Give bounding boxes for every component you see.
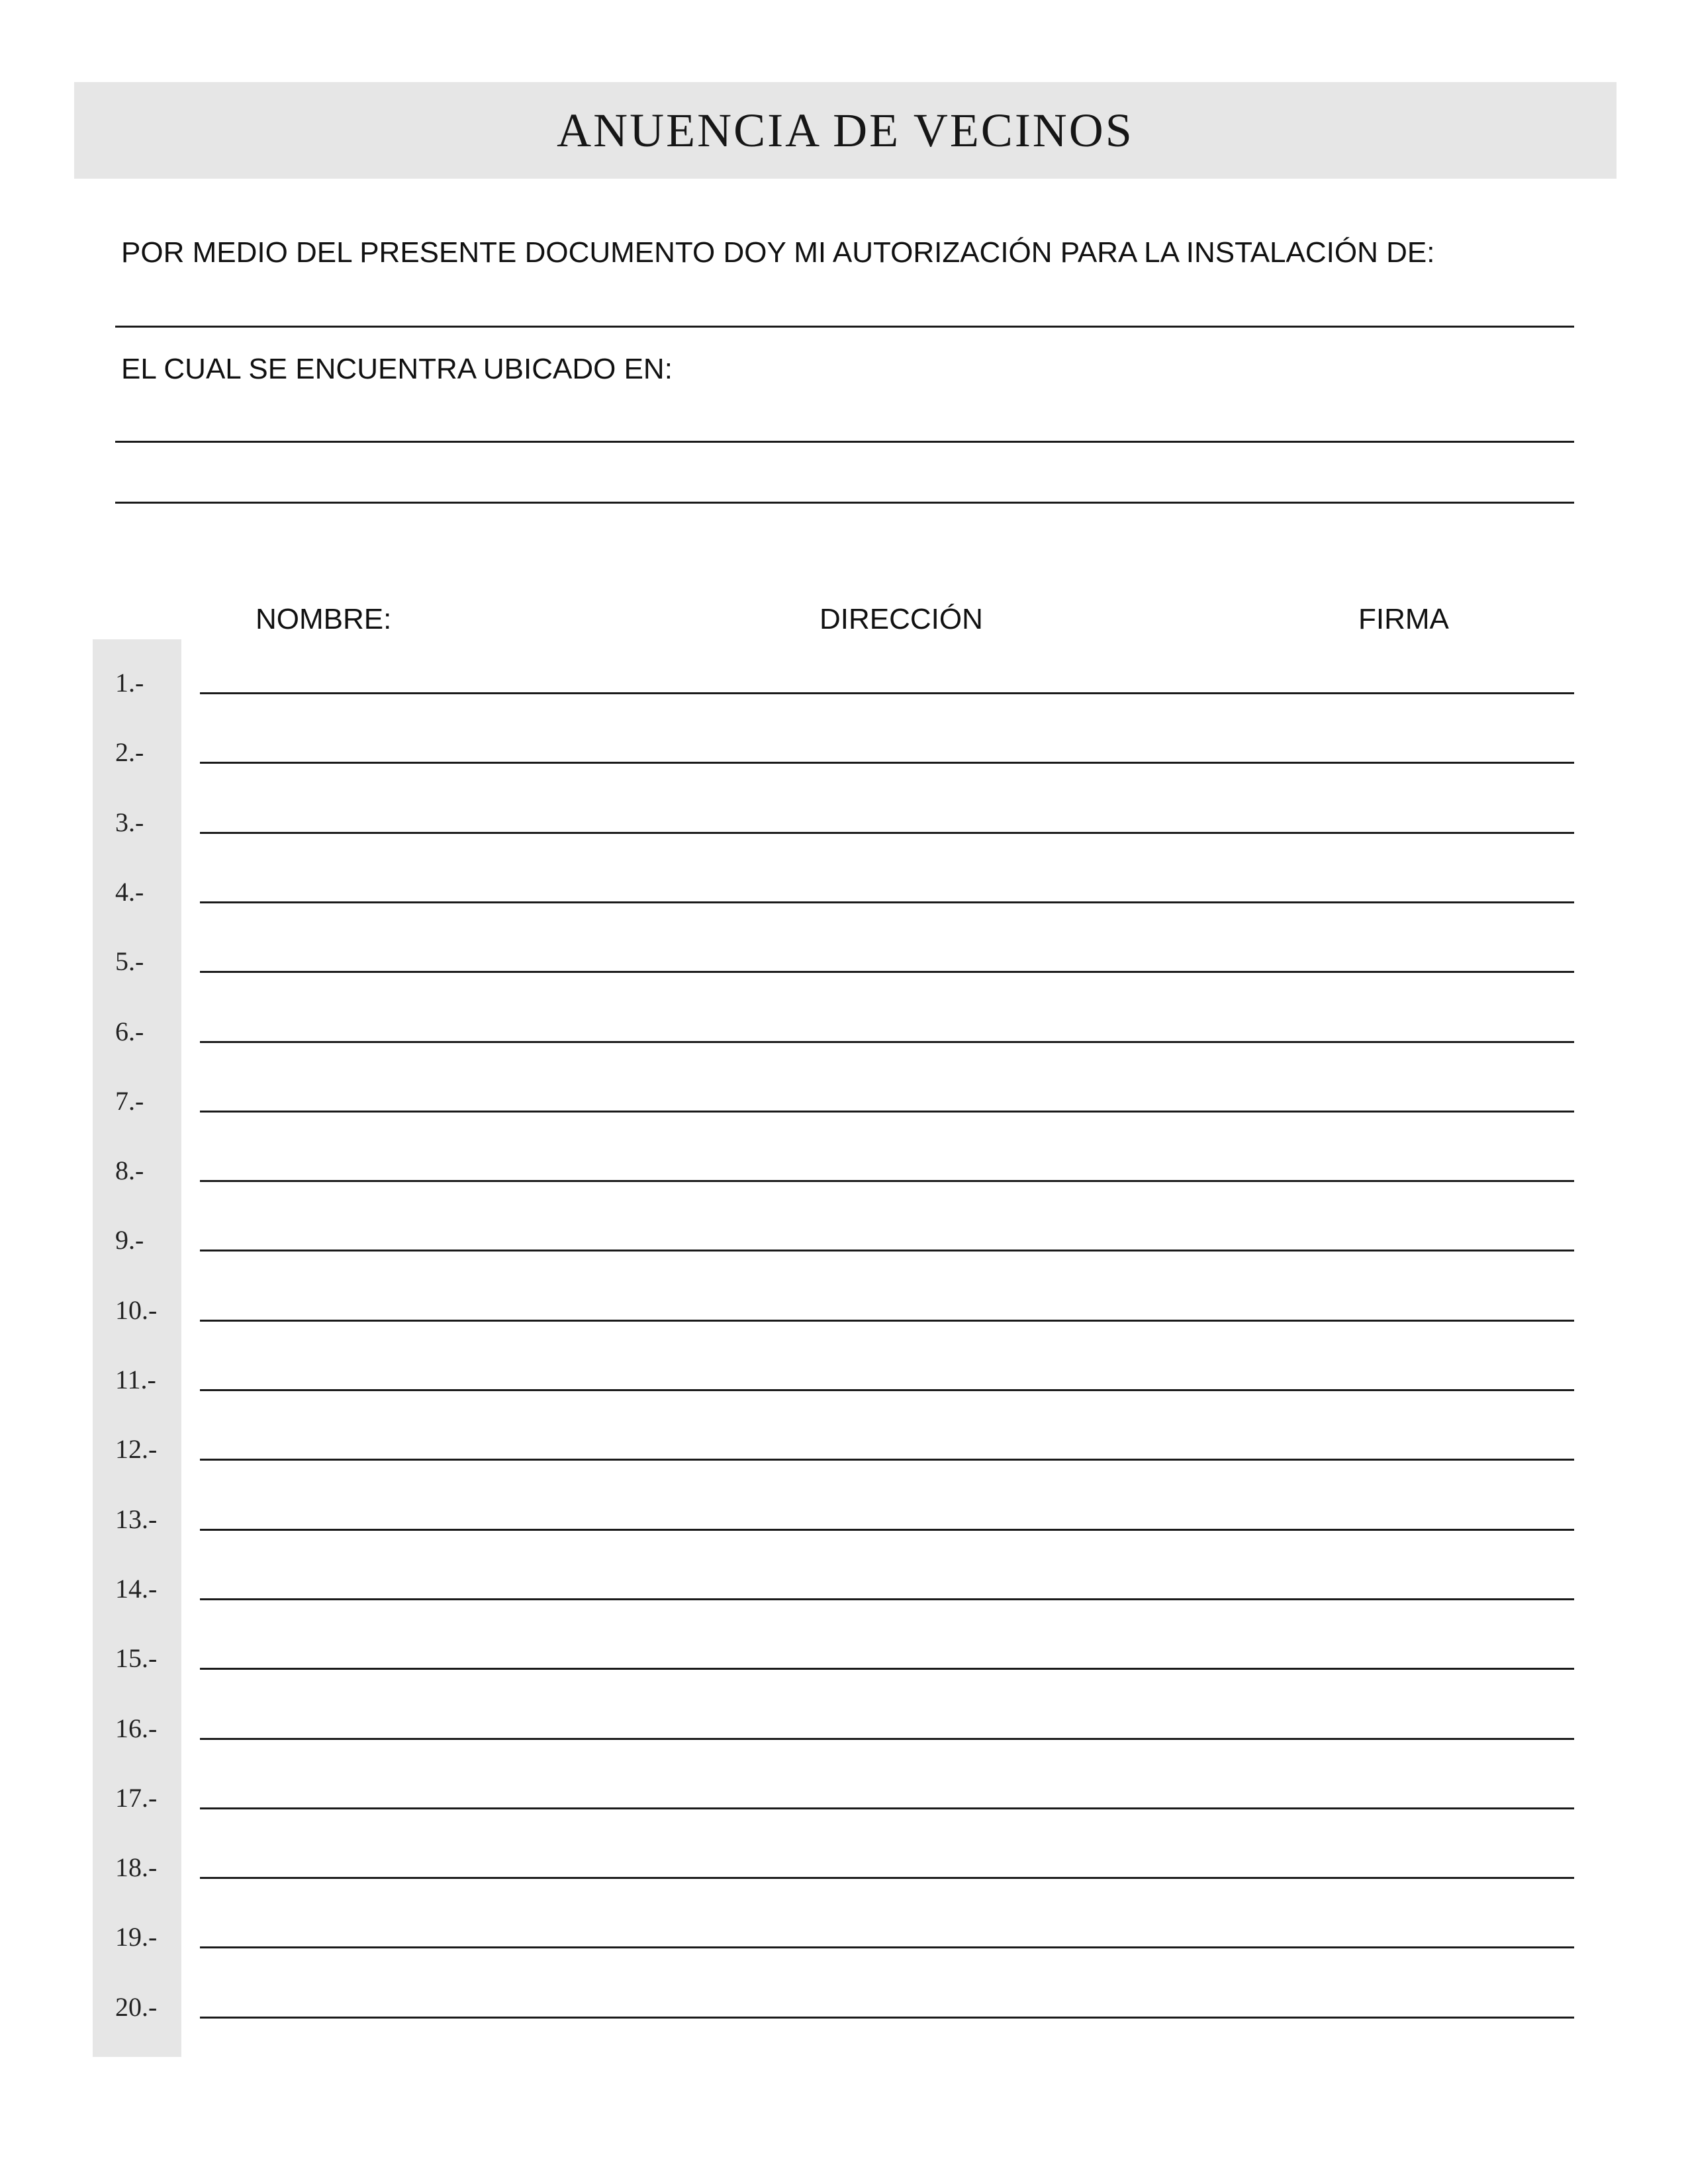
signature-entry-line[interactable] (200, 971, 1574, 973)
table-row (0, 1576, 1688, 1602)
row-number: 19.- (115, 1922, 158, 1952)
row-number: 17.- (115, 1783, 158, 1813)
signature-entry-line[interactable] (200, 1807, 1574, 1809)
title-banner (74, 82, 1617, 179)
table-row (0, 1227, 1688, 1253)
signature-entry-line[interactable] (200, 832, 1574, 834)
table-row (0, 1088, 1688, 1115)
row-number: 5.- (115, 946, 144, 976)
table-row (0, 809, 1688, 836)
signature-entry-line[interactable] (200, 1598, 1574, 1600)
signature-entry-line[interactable] (200, 692, 1574, 694)
row-number: 1.- (115, 668, 144, 698)
location-field-line-2[interactable] (115, 502, 1574, 504)
table-row (0, 1019, 1688, 1045)
signature-entry-line[interactable] (200, 1668, 1574, 1670)
table-row (0, 1367, 1688, 1393)
row-number: 12.- (115, 1434, 158, 1464)
signature-entry-line[interactable] (200, 1529, 1574, 1531)
signature-entry-line[interactable] (200, 1459, 1574, 1461)
table-row (0, 1715, 1688, 1742)
table-row (0, 1854, 1688, 1881)
row-number: 7.- (115, 1086, 144, 1116)
signature-entry-line[interactable] (200, 1041, 1574, 1043)
table-row (0, 1994, 1688, 2021)
row-number: 6.- (115, 1017, 144, 1046)
signature-entry-line[interactable] (200, 2017, 1574, 2019)
signature-entry-line[interactable] (200, 1946, 1574, 1948)
table-row (0, 1924, 1688, 1950)
row-number: 9.- (115, 1225, 144, 1255)
signature-entry-line[interactable] (200, 1250, 1574, 1251)
table-row (0, 1297, 1688, 1324)
table-row (0, 948, 1688, 975)
row-number: 8.- (115, 1156, 144, 1185)
row-number: 18.- (115, 1852, 158, 1882)
row-number: 11.- (115, 1365, 156, 1394)
signature-entry-line[interactable] (200, 762, 1574, 764)
row-number: 20.- (115, 1992, 158, 2022)
table-row (0, 1436, 1688, 1463)
row-number-band (93, 639, 181, 2057)
table-row (0, 1645, 1688, 1672)
row-number: 2.- (115, 737, 144, 767)
column-header-signature: FIRMA (1358, 603, 1449, 635)
row-number: 14.- (115, 1574, 158, 1604)
row-number: 13.- (115, 1504, 158, 1534)
row-number: 3.- (115, 807, 144, 837)
signature-entry-line[interactable] (200, 1111, 1574, 1113)
column-header-name: NOMBRE: (256, 603, 392, 635)
installation-field-line[interactable] (115, 326, 1574, 328)
signature-entry-line[interactable] (200, 1738, 1574, 1740)
row-number: 4.- (115, 877, 144, 907)
table-row (0, 1158, 1688, 1184)
signature-entry-line[interactable] (200, 1389, 1574, 1391)
page-title: ANUENCIA DE VECINOS (557, 104, 1134, 157)
table-row (0, 670, 1688, 696)
signature-entry-line[interactable] (200, 1180, 1574, 1182)
signature-entry-line[interactable] (200, 1320, 1574, 1322)
signature-entry-line[interactable] (200, 901, 1574, 903)
location-field-line-1[interactable] (115, 441, 1574, 443)
signature-entry-line[interactable] (200, 1877, 1574, 1879)
location-statement: EL CUAL SE ENCUENTRA UBICADO EN: (121, 353, 673, 385)
row-number: 10.- (115, 1295, 158, 1325)
row-number: 15.- (115, 1643, 158, 1673)
column-header-address: DIRECCIÓN (820, 603, 983, 635)
table-row (0, 1506, 1688, 1533)
authorization-statement: POR MEDIO DEL PRESENTE DOCUMENTO DOY MI AUTORIZACIÓN PARA LA INSTALACIÓN DE: (121, 236, 1435, 269)
table-row (0, 1785, 1688, 1811)
table-row (0, 739, 1688, 766)
table-row (0, 879, 1688, 905)
row-number: 16.- (115, 1713, 158, 1743)
